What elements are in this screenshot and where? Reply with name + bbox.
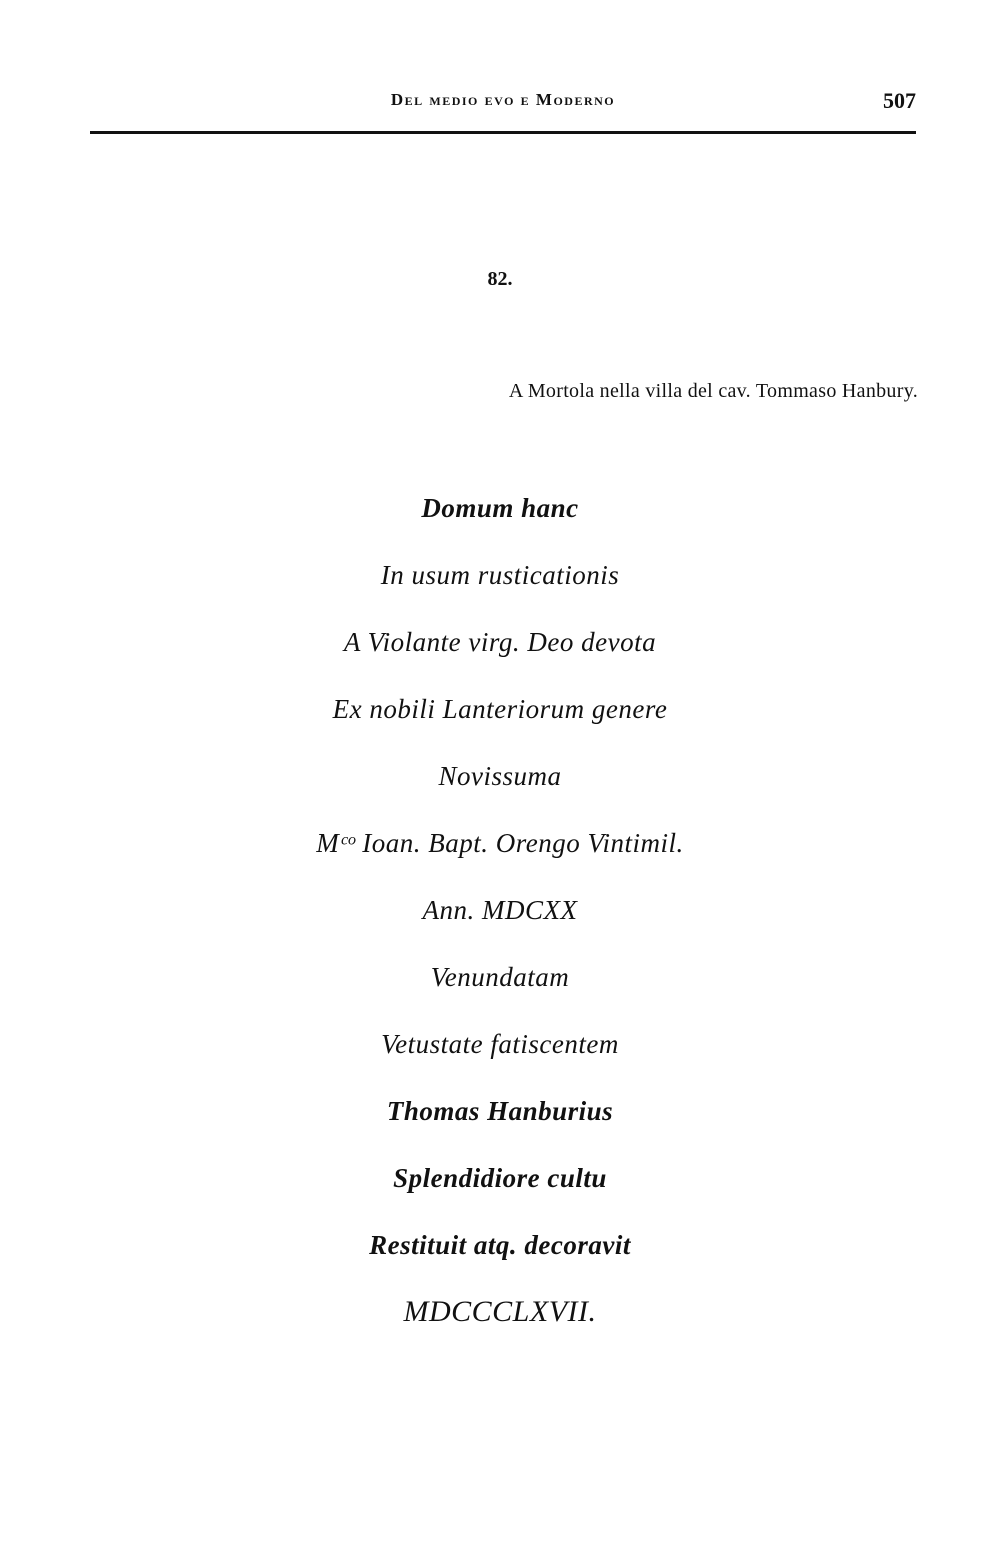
inscription-line: Thomas Hanburius — [386, 1096, 614, 1126]
inscription-line: Restituit atq. decoravit — [369, 1230, 631, 1260]
page-number: 507 — [883, 88, 916, 113]
entry-number: 82. — [487, 268, 513, 290]
inscription-line: Vetustate fatiscentem — [381, 1029, 619, 1059]
running-title: Del medio evo e Moderno — [390, 90, 616, 109]
inscription-line: In usum rusticationis — [380, 560, 620, 590]
inscription-line: Splendidiore cultu — [393, 1163, 607, 1193]
inscription-line: Ex nobili Lanteriorum genere — [332, 694, 668, 724]
running-head — [90, 90, 916, 126]
header-rule — [90, 131, 916, 134]
inscription-line: Domum hanc — [421, 493, 579, 523]
inscription-line: MDCCCLXVII. — [403, 1295, 597, 1328]
inscription-location: A Mortola nella villa del cav. Tommaso Hanbury. — [508, 380, 918, 402]
inscription-text — [0, 486, 1000, 1357]
inscription-line: Venundatam — [430, 962, 570, 992]
inscription-line: Novissuma — [438, 761, 562, 791]
inscription-line: A Violante virg. Deo devota — [343, 627, 657, 657]
inscription-line: Mᶜᵒ Ioan. Bapt. Orengo Vintimil. — [316, 828, 684, 858]
inscription-line: Ann. MDCXX — [422, 895, 578, 925]
